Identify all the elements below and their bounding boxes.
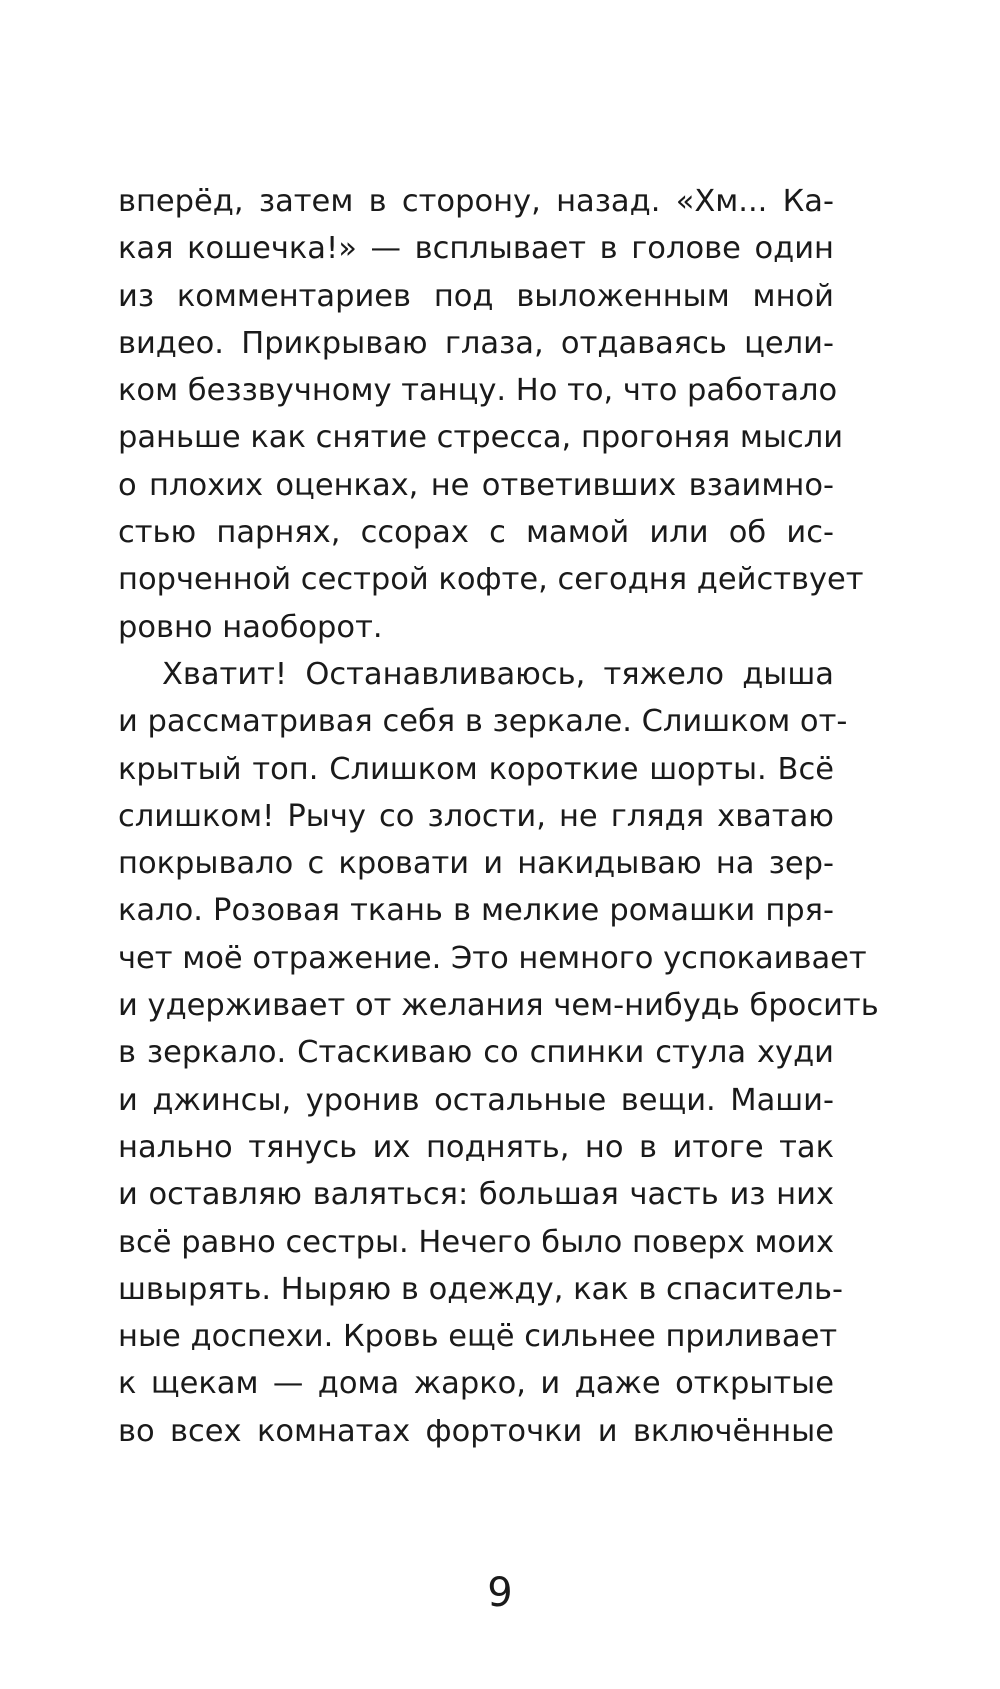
text-line: из комментариев под выложенным мной (118, 278, 834, 314)
text-line: швырять. Ныряю в одежду, как в спаситель- (118, 1271, 843, 1307)
text-line: Хватит! Останавливаюсь, тяжело дыша (162, 656, 834, 692)
text-line: всё равно сестры. Нечего было поверх моих (118, 1224, 835, 1260)
text-line: ровно наоборот. (118, 609, 383, 645)
text-line: во всех комнатах форточки и включённые (118, 1413, 834, 1449)
text-line: крытый топ. Слишком короткие шорты. Всё (118, 751, 834, 787)
page-number: 9 (487, 1570, 513, 1616)
text-line: к щекам — дома жарко, и даже открытые (118, 1366, 834, 1402)
text-line: раньше как снятие стресса, прогоняя мысли (118, 420, 844, 456)
text-line: слишком! Рычу со злости, не глядя хватаю (118, 798, 834, 834)
text-line: видео. Прикрываю глаза, отдаваясь цели- (118, 325, 834, 361)
text-line: кая кошечка!» — всплывает в голове один (118, 231, 834, 267)
text-line: ком беззвучному танцу. Но то, что работало (118, 373, 838, 409)
text-line: порченной сестрой кофте, сегодня действует (118, 562, 864, 598)
text-line: ные доспехи. Кровь ещё сильнее приливает (118, 1319, 838, 1355)
text-line: и джинсы, уронив остальные вещи. Маши- (118, 1082, 834, 1118)
text-line: чет моё отражение. Это немного успокаивает (118, 940, 867, 976)
text-line: и удерживает от желания чем-нибудь бросить (118, 988, 879, 1024)
text-line: стью парнях, ссорах с мамой или об ис- (118, 515, 834, 551)
text-line: покрывало с кровати и накидываю на зер- (118, 846, 834, 882)
text-line: о плохих оценках, не ответивших взаимно- (118, 467, 834, 503)
text-line: в зеркало. Стаскиваю со спинки стула худи (118, 1035, 834, 1071)
text-line: нально тянусь их поднять, но в итоге так (118, 1129, 834, 1165)
body-text (118, 178, 879, 1455)
text-line: кало. Розовая ткань в мелкие ромашки пря- (118, 893, 834, 929)
text-line: и оставляю валяться: большая часть из них (118, 1177, 834, 1213)
text-line: и рассматривая себя в зеркале. Слишком от- (118, 704, 848, 740)
text-line: вперёд, затем в сторону, назад. «Хм... Ка- (118, 184, 834, 219)
